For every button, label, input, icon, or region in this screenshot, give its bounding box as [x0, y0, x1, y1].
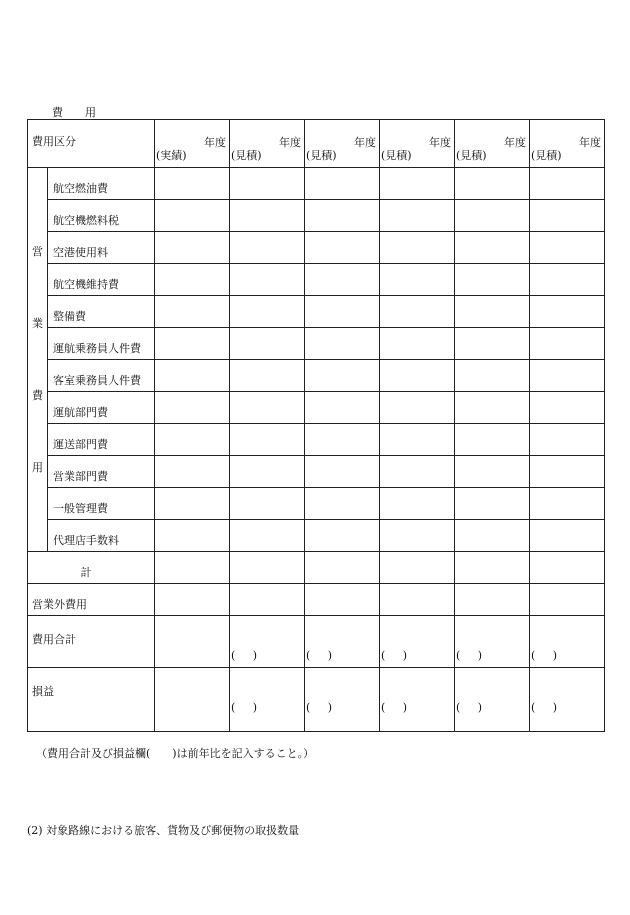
data-cell[interactable]: [530, 296, 605, 328]
ratio-cell[interactable]: [530, 616, 605, 668]
data-cell[interactable]: [305, 168, 380, 200]
header-year-1: [155, 120, 230, 168]
data-cell[interactable]: [155, 264, 230, 296]
data-cell[interactable]: [530, 264, 605, 296]
data-cell[interactable]: [305, 456, 380, 488]
ratio-cell[interactable]: [455, 616, 530, 668]
ratio-cell[interactable]: [380, 668, 455, 732]
ratio-paren: ( ): [531, 649, 558, 663]
header-year-4: [380, 120, 455, 168]
year-label: 年度: [504, 136, 526, 149]
data-cell[interactable]: [530, 424, 605, 456]
header-year-6: [530, 120, 605, 168]
section-title: [52, 104, 96, 120]
data-cell[interactable]: [455, 264, 530, 296]
table-row: [28, 264, 605, 296]
data-cell[interactable]: [230, 520, 305, 552]
footnote: （費用合計及び損益欄( )は前年比を記入すること。）: [36, 747, 315, 760]
data-cell[interactable]: [455, 424, 530, 456]
data-cell[interactable]: [230, 424, 305, 456]
data-cell[interactable]: [530, 328, 605, 360]
data-cell[interactable]: [455, 296, 530, 328]
total-label: 費用合計: [28, 616, 155, 668]
data-cell[interactable]: [155, 456, 230, 488]
data-cell[interactable]: [530, 360, 605, 392]
row-label: 空港使用料: [48, 232, 155, 264]
data-cell[interactable]: [455, 520, 530, 552]
profit-row: [28, 668, 605, 732]
data-cell[interactable]: [305, 552, 380, 584]
data-cell[interactable]: [455, 584, 530, 616]
table-row: [28, 200, 605, 232]
data-cell[interactable]: [455, 168, 530, 200]
data-cell[interactable]: [155, 296, 230, 328]
data-cell[interactable]: [305, 296, 380, 328]
data-cell[interactable]: [155, 168, 230, 200]
row-label: 客室乗務員人件費: [48, 360, 155, 392]
ratio-cell[interactable]: [230, 668, 305, 732]
table-row: [28, 296, 605, 328]
ratio-paren: ( ): [231, 701, 258, 715]
cost-table: [27, 119, 605, 732]
non-operating-row: [28, 584, 605, 616]
year-label: 年度: [204, 136, 226, 149]
data-cell[interactable]: [155, 488, 230, 520]
data-cell[interactable]: [230, 552, 305, 584]
section-title-right: 用: [85, 106, 96, 119]
data-cell[interactable]: [305, 360, 380, 392]
year-status: (見積): [381, 149, 412, 162]
data-cell[interactable]: [155, 200, 230, 232]
data-cell[interactable]: [305, 264, 380, 296]
ratio-paren: ( ): [381, 701, 408, 715]
data-cell[interactable]: [230, 392, 305, 424]
ratio-cell[interactable]: [455, 668, 530, 732]
data-cell[interactable]: [155, 360, 230, 392]
non-operating-label: 営業外費用: [28, 584, 155, 616]
data-cell[interactable]: [305, 328, 380, 360]
data-cell[interactable]: [455, 392, 530, 424]
data-cell[interactable]: [230, 360, 305, 392]
table-row: [28, 424, 605, 456]
row-label: 整備費: [48, 296, 155, 328]
row-label: 運航部門費: [48, 392, 155, 424]
ratio-cell[interactable]: [380, 616, 455, 668]
data-cell[interactable]: [230, 296, 305, 328]
table-row: [28, 520, 605, 552]
row-label: 航空機維持費: [48, 264, 155, 296]
data-cell[interactable]: [230, 168, 305, 200]
year-label: 年度: [279, 136, 301, 149]
data-cell[interactable]: [230, 456, 305, 488]
data-cell[interactable]: [380, 424, 455, 456]
header-year-5: [455, 120, 530, 168]
ratio-paren: ( ): [306, 649, 333, 663]
data-cell[interactable]: [455, 200, 530, 232]
group-char: 業: [32, 316, 43, 330]
header-year-3: [305, 120, 380, 168]
subtotal-label: 計: [28, 552, 155, 584]
data-cell[interactable]: [455, 232, 530, 264]
data-cell[interactable]: [380, 360, 455, 392]
data-cell[interactable]: [380, 264, 455, 296]
year-label: 年度: [579, 136, 601, 149]
data-cell[interactable]: [530, 168, 605, 200]
data-cell[interactable]: [380, 584, 455, 616]
year-status: (見積): [231, 149, 262, 162]
data-cell[interactable]: [230, 328, 305, 360]
data-cell[interactable]: [380, 168, 455, 200]
year-label: 年度: [429, 136, 451, 149]
data-cell[interactable]: [530, 232, 605, 264]
data-cell[interactable]: [230, 488, 305, 520]
total-row: [28, 616, 605, 668]
table-row: [28, 328, 605, 360]
data-cell[interactable]: [530, 200, 605, 232]
data-cell[interactable]: [155, 584, 230, 616]
row-label: 運送部門費: [48, 424, 155, 456]
row-label: 営業部門費: [48, 456, 155, 488]
data-cell[interactable]: [530, 552, 605, 584]
data-cell[interactable]: [155, 668, 230, 732]
group-char: 用: [32, 460, 43, 474]
data-cell[interactable]: [455, 488, 530, 520]
data-cell[interactable]: [230, 232, 305, 264]
header-label: 費用区分: [28, 120, 155, 168]
data-cell[interactable]: [380, 296, 455, 328]
row-label: 一般管理費: [48, 488, 155, 520]
ratio-cell[interactable]: [305, 668, 380, 732]
data-cell[interactable]: [380, 456, 455, 488]
header-row: [28, 120, 605, 168]
year-status: (見積): [306, 149, 337, 162]
ratio-cell[interactable]: [305, 616, 380, 668]
data-cell[interactable]: [155, 392, 230, 424]
row-label: 代理店手数料: [48, 520, 155, 552]
data-cell[interactable]: [530, 456, 605, 488]
data-cell[interactable]: [305, 424, 380, 456]
ratio-paren: ( ): [231, 649, 258, 663]
data-cell[interactable]: [380, 520, 455, 552]
ratio-paren: ( ): [531, 701, 558, 715]
data-cell[interactable]: [305, 392, 380, 424]
table-row: [28, 360, 605, 392]
table-row: [28, 232, 605, 264]
ratio-paren: ( ): [381, 649, 408, 663]
section-title-left: 費: [52, 106, 63, 119]
data-cell[interactable]: [380, 232, 455, 264]
data-cell[interactable]: [305, 232, 380, 264]
data-cell[interactable]: [455, 552, 530, 584]
data-cell[interactable]: [380, 488, 455, 520]
ratio-cell[interactable]: [530, 668, 605, 732]
data-cell[interactable]: [305, 584, 380, 616]
data-cell[interactable]: [530, 392, 605, 424]
profit-label: 損益: [28, 668, 155, 732]
row-label: 運航乗務員人件費: [48, 328, 155, 360]
year-status: (実績): [156, 149, 187, 162]
data-cell[interactable]: [155, 232, 230, 264]
data-cell[interactable]: [155, 424, 230, 456]
data-cell[interactable]: [530, 584, 605, 616]
subtotal-row: [28, 552, 605, 584]
data-cell[interactable]: [155, 520, 230, 552]
data-cell[interactable]: [530, 520, 605, 552]
data-cell[interactable]: [380, 200, 455, 232]
table-row: [28, 488, 605, 520]
year-status: (見積): [531, 149, 562, 162]
row-label: 航空機燃料税: [48, 200, 155, 232]
year-label: 年度: [354, 136, 376, 149]
ratio-paren: ( ): [306, 701, 333, 715]
data-cell[interactable]: [305, 488, 380, 520]
header-year-2: [230, 120, 305, 168]
row-label: 航空燃油費: [48, 168, 155, 200]
data-cell[interactable]: [155, 616, 230, 668]
ratio-paren: ( ): [456, 701, 483, 715]
subheading: (2) 対象路線における旅客、貨物及び郵便物の取扱数量: [27, 824, 300, 837]
data-cell[interactable]: [305, 200, 380, 232]
year-status: (見積): [456, 149, 487, 162]
table-row: [28, 168, 605, 200]
data-cell[interactable]: [455, 456, 530, 488]
group-char: 営: [32, 244, 43, 258]
data-cell[interactable]: [155, 328, 230, 360]
data-cell[interactable]: [230, 584, 305, 616]
data-cell[interactable]: [230, 200, 305, 232]
table-row: [28, 456, 605, 488]
group-char: 費: [32, 388, 43, 402]
data-cell[interactable]: [230, 264, 305, 296]
data-cell[interactable]: [305, 520, 380, 552]
table-row: [28, 392, 605, 424]
data-cell[interactable]: [380, 552, 455, 584]
data-cell[interactable]: [455, 360, 530, 392]
data-cell[interactable]: [380, 392, 455, 424]
data-cell[interactable]: [530, 488, 605, 520]
data-cell[interactable]: [380, 328, 455, 360]
ratio-cell[interactable]: [230, 616, 305, 668]
data-cell[interactable]: [155, 552, 230, 584]
ratio-paren: ( ): [456, 649, 483, 663]
data-cell[interactable]: [455, 328, 530, 360]
operating-expenses-group-label: [28, 168, 48, 552]
